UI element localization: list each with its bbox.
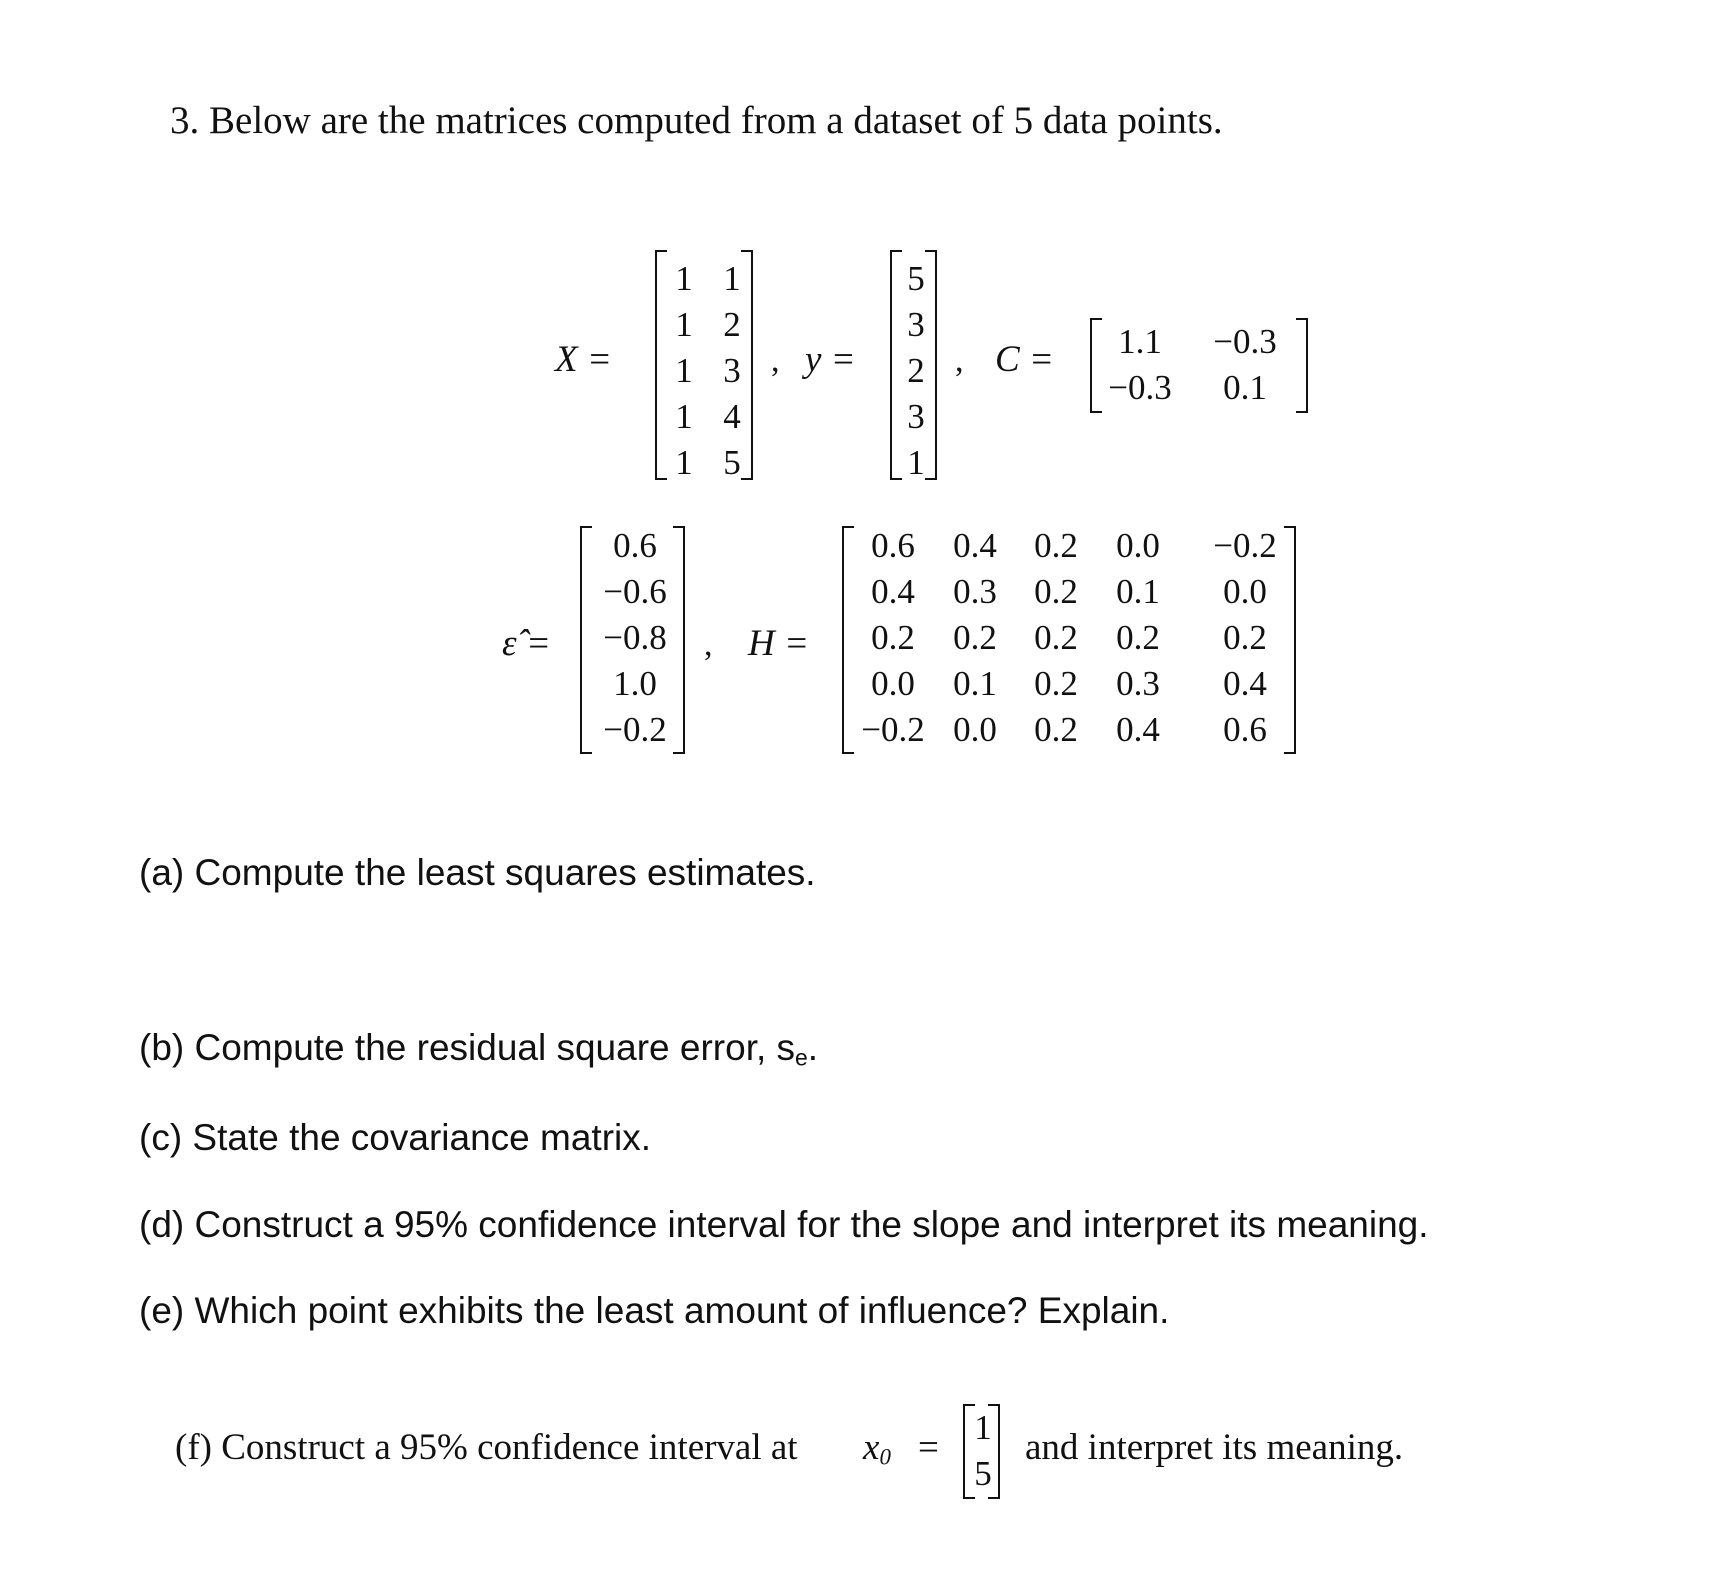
residual-right-bracket — [673, 526, 685, 754]
matrix-cell: 5 — [974, 1453, 992, 1493]
matrix-cell: 0.3 — [1116, 663, 1160, 703]
x0-right-bracket — [988, 1404, 1000, 1499]
residual-vector — [590, 522, 680, 752]
matrix-cell: 0.4 — [953, 525, 997, 565]
hat-matrix — [852, 522, 1310, 752]
matrix-c-right-bracket — [1296, 318, 1308, 413]
matrix-cell: 1 — [675, 442, 693, 482]
matrix-cell: 0.2 — [1223, 617, 1267, 657]
matrix-cell: −0.8 — [603, 617, 667, 657]
matrix-cell: 0.6 — [871, 525, 915, 565]
question-f-prefix: (f) Construct a 95% confidence interval at — [175, 1427, 798, 1468]
matrix-cell: 0.0 — [953, 709, 997, 749]
question-d: (d) Construct a 95% confidence interval for the slope and interpret its meaning. — [139, 1204, 1429, 1245]
matrix-cell: 0.2 — [871, 617, 915, 657]
question-f-x: x — [863, 1427, 880, 1468]
matrix-cell: 0.3 — [953, 571, 997, 611]
matrix-cell: 4 — [723, 396, 741, 436]
question-b-subscript: e — [795, 1044, 808, 1071]
matrix-comma: , — [771, 342, 780, 379]
question-f-subscript: 0 — [879, 1444, 891, 1470]
matrix-cell: 1.1 — [1118, 321, 1162, 361]
question-f-variable — [863, 1426, 891, 1471]
hat-matrix-label: H = — [748, 623, 809, 664]
matrix-cell: −0.6 — [603, 571, 667, 611]
matrix-cell: 2 — [723, 304, 741, 344]
matrix-cell: 0.2 — [1116, 617, 1160, 657]
question-f-suffix: and interpret its meaning. — [1025, 1427, 1404, 1468]
matrix-cell: 1 — [675, 258, 693, 298]
question-e: (e) Which point exhibits the least amount of influence? Explain. — [139, 1290, 1170, 1331]
matrix-cell: 0.4 — [1116, 709, 1160, 749]
matrix-cell: 1 — [907, 442, 925, 482]
matrix-cell: 0.0 — [1116, 525, 1160, 565]
matrix-cell: 1.0 — [613, 663, 657, 703]
matrix-cell: 0.2 — [1034, 617, 1078, 657]
matrix-cell: 5 — [907, 258, 925, 298]
matrix-cell: 0.2 — [1034, 525, 1078, 565]
matrix-cell: 0.2 — [1034, 709, 1078, 749]
matrix-cell: 0.1 — [1116, 571, 1160, 611]
question-c: (c) State the covariance matrix. — [139, 1117, 652, 1158]
matrix-cell: 0.2 — [1034, 571, 1078, 611]
matrix-x-label: X = — [555, 339, 612, 380]
question-b-text: (b) Compute the residual square error, s — [139, 1027, 796, 1068]
matrix-cell: 1 — [974, 1407, 992, 1447]
matrix-cell: 0.4 — [1223, 663, 1267, 703]
question-b-end: . — [807, 1027, 819, 1068]
matrix-cell: 0.0 — [871, 663, 915, 703]
matrix-c — [1095, 318, 1305, 410]
vector-y-right-bracket — [925, 250, 937, 480]
matrix-cell: 2 — [907, 350, 925, 390]
matrix-cell: 0.2 — [953, 617, 997, 657]
matrix-cell: 0.6 — [1223, 709, 1267, 749]
matrix-cell: 0.0 — [1223, 571, 1267, 611]
matrix-cell: 0.4 — [871, 571, 915, 611]
question-f-equals: = — [918, 1427, 939, 1468]
matrix-cell: 1 — [675, 396, 693, 436]
matrix-cell: −0.3 — [1108, 367, 1172, 407]
question-b — [139, 1027, 818, 1072]
question-a: (a) Compute the least squares estimates. — [139, 852, 816, 893]
matrix-x-right-bracket — [741, 250, 753, 480]
matrix-cell: −0.3 — [1213, 321, 1277, 361]
matrix-c-label: C = — [995, 339, 1054, 380]
matrix-cell: 0.1 — [1223, 367, 1267, 407]
matrix-cell: 1 — [675, 350, 693, 390]
matrix-comma: , — [955, 342, 964, 379]
matrix-cell: 3 — [907, 304, 925, 344]
matrix-cell: 3 — [907, 396, 925, 436]
matrix-comma: , — [704, 626, 713, 663]
problem-title: 3. Below are the matrices computed from a dataset of 5 data points. — [170, 99, 1223, 142]
matrix-cell: −0.2 — [603, 709, 667, 749]
matrix-cell: 0.6 — [613, 525, 657, 565]
matrix-cell: 5 — [723, 442, 741, 482]
matrix-cell: 0.2 — [1034, 663, 1078, 703]
matrix-cell: 0.1 — [953, 663, 997, 703]
vector-y-label: y = — [805, 339, 856, 380]
matrix-cell: −0.2 — [861, 709, 925, 749]
matrix-cell: −0.2 — [1213, 525, 1277, 565]
matrix-cell: 1 — [723, 258, 741, 298]
matrix-cell: 3 — [723, 350, 741, 390]
hat-matrix-right-bracket — [1284, 526, 1296, 754]
residual-vector-label: ε̂ = — [502, 623, 551, 664]
matrix-cell: 1 — [675, 304, 693, 344]
